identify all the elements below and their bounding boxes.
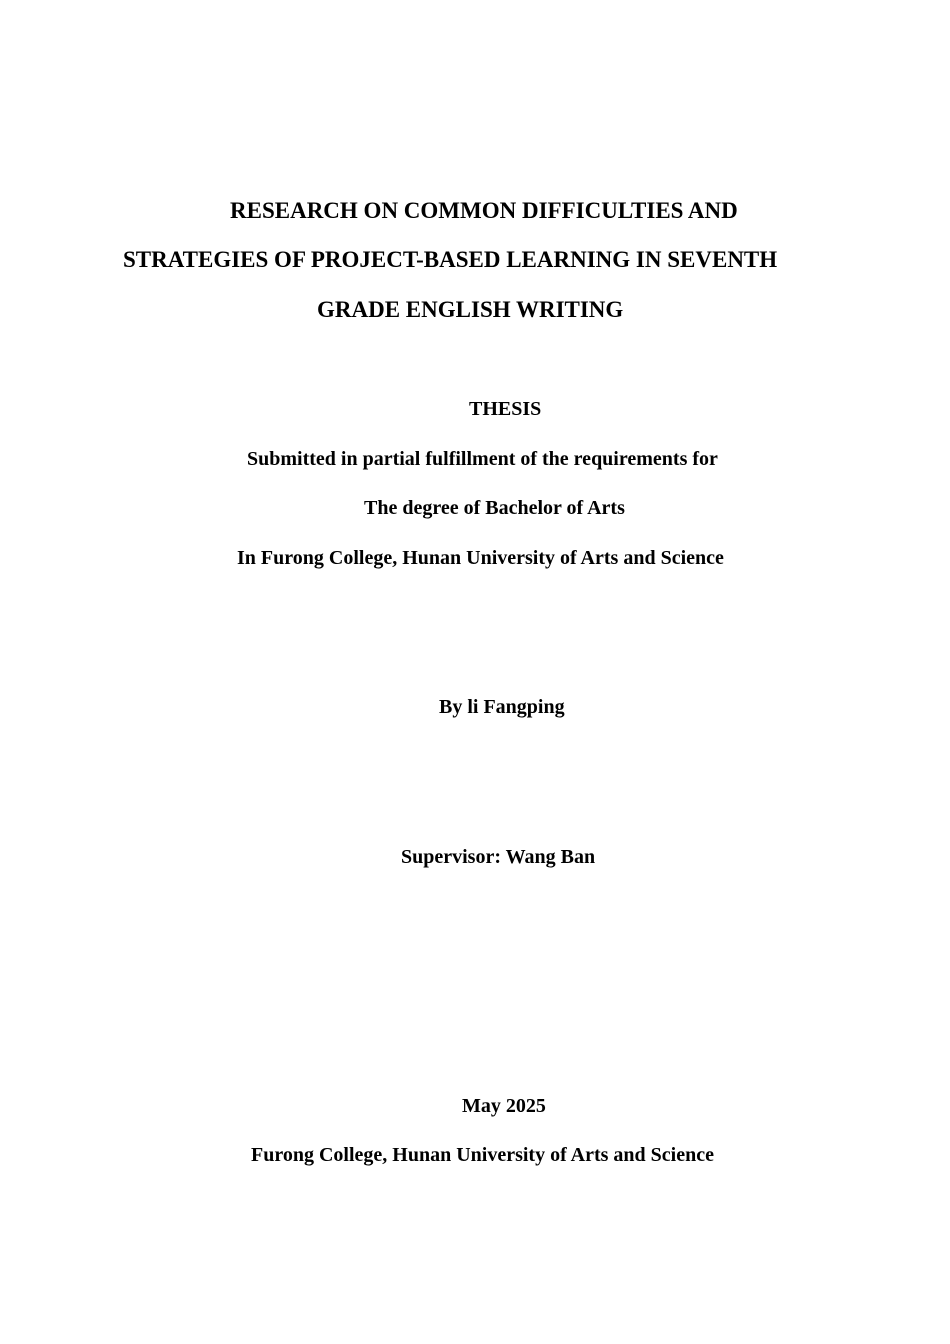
title-line-3: GRADE ENGLISH WRITING: [317, 297, 624, 322]
title-line-2: STRATEGIES OF PROJECT-BASED LEARNING IN SEVENTH: [123, 247, 778, 272]
footer-institution: Furong College, Hunan University of Arts and Science: [251, 1144, 714, 1166]
institution-statement: In Furong College, Hunan University of Arts and Science: [237, 547, 724, 569]
degree-statement: The degree of Bachelor of Arts: [364, 497, 625, 519]
title-line-1: RESEARCH ON COMMON DIFFICULTIES AND: [230, 198, 738, 223]
submitted-statement: Submitted in partial fulfillment of the requirements for: [247, 448, 718, 470]
author-line: By li Fangping: [439, 696, 565, 718]
date-line: May 2025: [462, 1095, 546, 1117]
thesis-label: THESIS: [469, 398, 542, 420]
supervisor-line: Supervisor: Wang Ban: [401, 846, 596, 868]
